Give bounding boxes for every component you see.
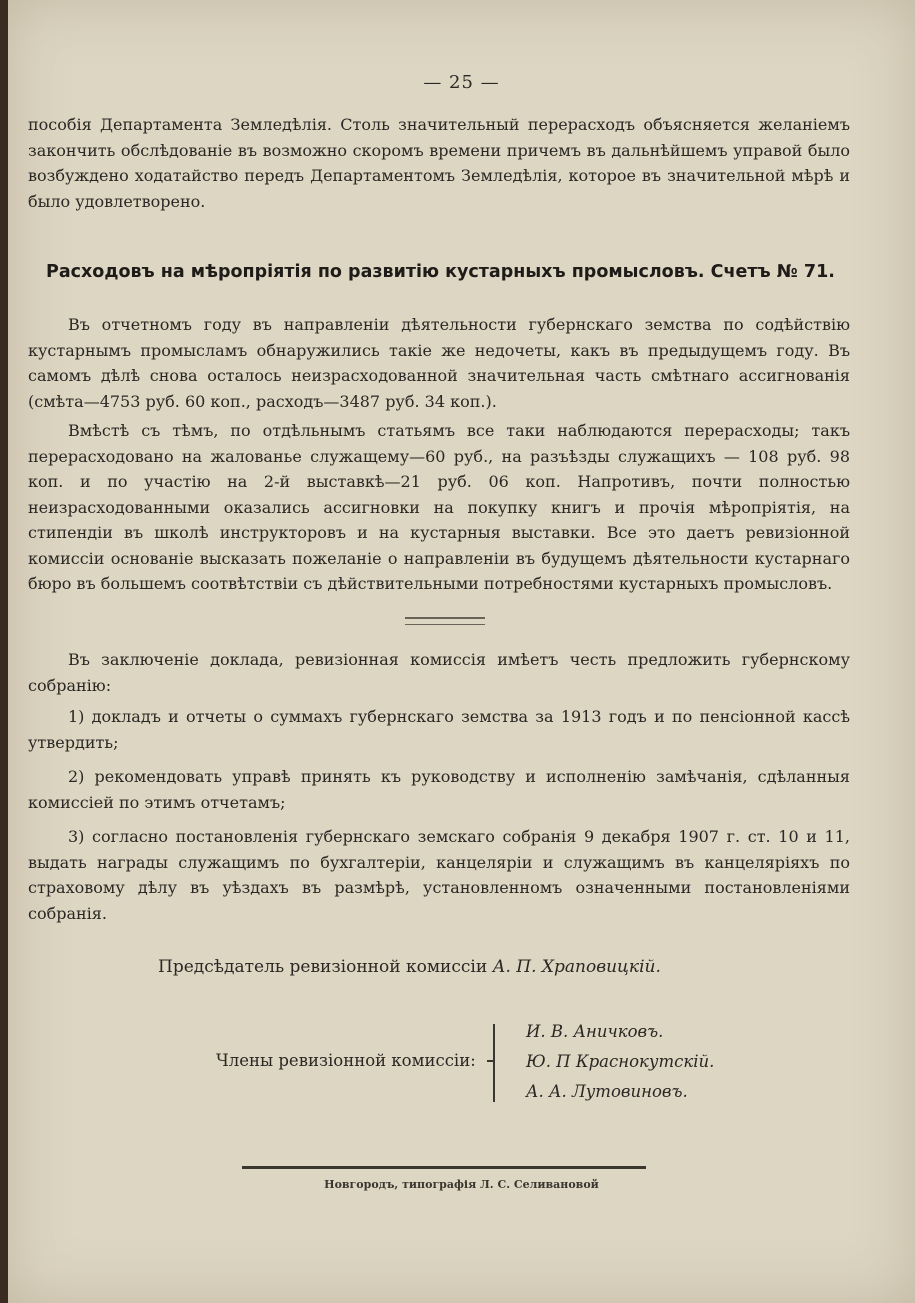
member-name: И. В. Аничковъ. <box>526 1022 664 1041</box>
member-name: Ю. П Краснокутскій. <box>526 1052 715 1071</box>
page-number: — 25 — <box>423 72 500 93</box>
imprint-rule <box>242 1166 646 1169</box>
chairman-title: Предсѣдатель ревизіонной комиссіи <box>158 957 488 977</box>
resolution-item-2: 2) рекомендовать управѣ принять къ руководству и исполненію замѣчанія, сдѣланныя комиссіей по этимъ отчетамъ; <box>28 767 850 812</box>
paragraph-1: Въ отчетномъ году въ направленіи дѣятельности губернскаго земства по содѣйствію кустарнымъ промысламъ обнаружились такіе же недочеты, какъ въ предыдущемъ году. Въ самомъ дѣлѣ снова осталось неизрасходованной значительная часть смѣтнаго ассигнованія (смѣта—4753 руб. 60 коп., расходъ—3487 руб. 34 коп.). <box>28 315 850 411</box>
chairman-name: А. П. Храповицкій. <box>492 957 661 977</box>
member-name: А. А. Лутовиновъ. <box>526 1082 688 1101</box>
section-divider <box>405 617 485 625</box>
conclusion-intro: Въ заключеніе доклада, ревизіонная комиссія имѣетъ честь предложить губернскому собранію: <box>28 650 850 695</box>
resolution-item-1: 1) докладъ и отчеты о суммахъ губернскаго земства за 1913 годъ и по пенсіонной кассѣ утвердить; <box>28 707 850 752</box>
intro-paragraph: пособія Департамента Земледѣлія. Столь значительный перерасходъ объясняется желаніемъ закончить обслѣдованіе въ возможно скоромъ времени причемъ въ дальнѣйшемъ управой было возбуждено ходатайство передъ Департаментомъ Земледѣлія, которое въ значительной мѣрѣ и было удовлетворено. <box>28 115 850 211</box>
printer-imprint: Новгородъ, типографія Л. С. Селивановой <box>324 1178 599 1191</box>
chairman-signature-line <box>158 957 661 977</box>
document-page <box>8 0 915 1303</box>
section-heading: Расходовъ на мѣропріятія по развитію кустарныхъ промысловъ. Счетъ № 71. <box>46 262 835 282</box>
members-label: Члены ревизіонной комиссіи: <box>216 1051 476 1070</box>
paragraph-2: Вмѣстѣ съ тѣмъ, по отдѣльнымъ статьямъ все таки наблюдаются перерасходы; такъ перерасходовано на жалованье служащему—60 руб., на разъѣзды служащихъ — 108 руб. 98 коп. и по участію на 2-й выставкѣ—21 руб. 06 коп. Напротивъ, почти полностью неизрасходованными оказались ассигновки на покупку книгъ и прочія мѣропріятія, на стипендіи въ школѣ инструкторовъ и на кустарныя выставки. Все это даетъ ревизіонной комиссіи основаніе высказать пожеланіе о направленіи въ будущемъ дѣятельности кустарнаго бюро въ большемъ соотвѣтствіи съ дѣйствительными потребностями кустарныхъ промысловъ. <box>28 421 850 593</box>
members-brace <box>493 1024 503 1102</box>
resolution-item-3: 3) согласно постановленія губернскаго земскаго собранія 9 декабря 1907 г. ст. 10 и 11, выдать награды служащимъ по бухгалтеріи, канцеляріи и служащимъ въ канцеляріяхъ по страховому дѣлу въ уѣздахъ въ размѣрѣ, установленномъ означенными постановленіями собранія. <box>28 827 850 923</box>
